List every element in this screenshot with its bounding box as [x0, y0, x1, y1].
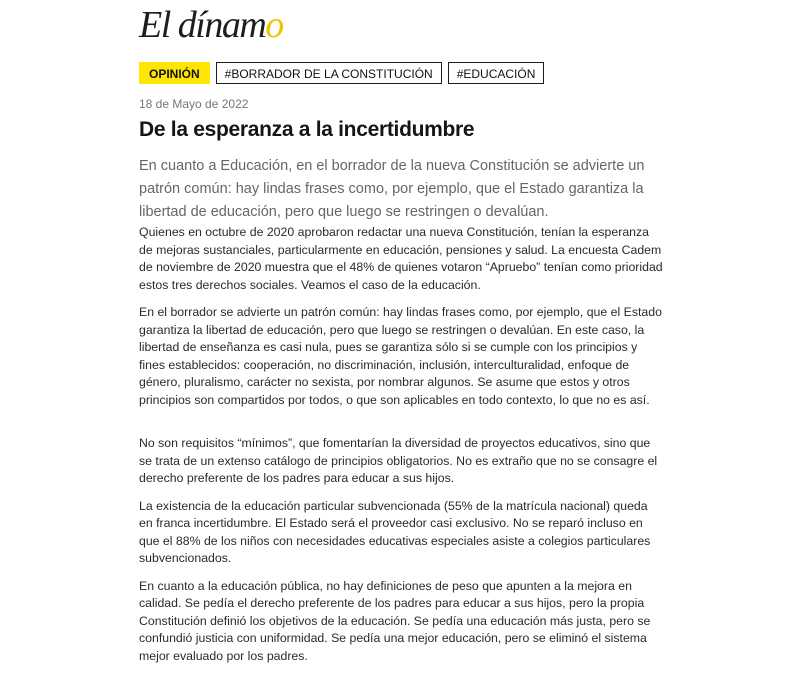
article-paragraph: En cuanto a la educación pública, no hay definiciones de peso que apunten a la mejora en calidad. Se pedía el derecho preferente de los padres para educar a sus hijos, pero la propia Constitución definió los objetivos de la educación. Se pedía una educación más justa, pero se confundió justicia con uniformidad. Se pedía una mejor educación, pero se eliminó el sistema mejor evaluado por los padres.: [139, 578, 651, 663]
tag-borrador-constitucion[interactable]: #BORRADOR DE LA CONSTITUCIÓN: [216, 62, 442, 84]
tag-opinion[interactable]: OPINIÓN: [139, 62, 210, 84]
logo-accent-letter: o: [265, 4, 283, 46]
article-body: [139, 224, 664, 675]
article-paragraph: La existencia de la educación particular subvencionada (55% de la matrícula nacional) queda en franca incertidumbre. El Estado será el proveedor casi exclusivo. No se reparó incluso en que el 88% de los niños con necesidades educativas especiales asiste a colegios particulares subvencionados.: [139, 498, 651, 565]
article-paragraph: Quienes en octubre de 2020 aprobaron redactar una nueva Constitución, tenían la esperanza de mejoras sustanciales, particularmente en educación, pensiones y salud. La encuesta Cadem de noviembre de 2020 muestra que el 48% de quienes votaron “Apruebo” tenían como prioridad estos tres derechos sociales. Veamos el caso de la educación.: [139, 225, 663, 292]
logo-main-text: El dínam: [139, 4, 266, 46]
article-paragraph: En el borrador se advierte un patrón común: hay lindas frases como, por ejemplo, que el Estado garantiza la libertad de educación, pero que luego se restringen o devalúan. En este caso, la libertad de enseñanza es casi nula, pues se garantiza sólo si se cumple con los principios y fines establecidos: cooperación, no discriminación, inclusión, interculturalidad, enfoque de género, pluralismo, carácter no sexista, por nombrar algunos. Se asume que estos y otros principios son compartidos por todos, o que son aplicables en todo contexto, lo que no es así.: [139, 305, 662, 407]
tag-educacion[interactable]: #EDUCACIÓN: [448, 62, 545, 84]
article-title: De la esperanza a la incertidumbre: [139, 118, 475, 141]
article-date: 18 de Mayo de 2022: [139, 97, 249, 111]
article-paragraph: No son requisitos “mínimos”, que fomentarían la diversidad de proyectos educativos, sino que se trata de un extenso catálogo de principios obligatorios. No es extraño que no se consagre el derecho preferente de los padres para educar a sus hijos.: [139, 436, 658, 485]
tag-list: [139, 62, 544, 84]
article-lead: En cuanto a Educación, en el borrador de la nueva Constitución se advierte un patrón común: hay lindas frases como, por ejemplo, que el Estado garantiza la libertad de educación, pero que luego se restringen o devalúan.: [139, 158, 645, 220]
site-logo[interactable]: [139, 2, 283, 48]
